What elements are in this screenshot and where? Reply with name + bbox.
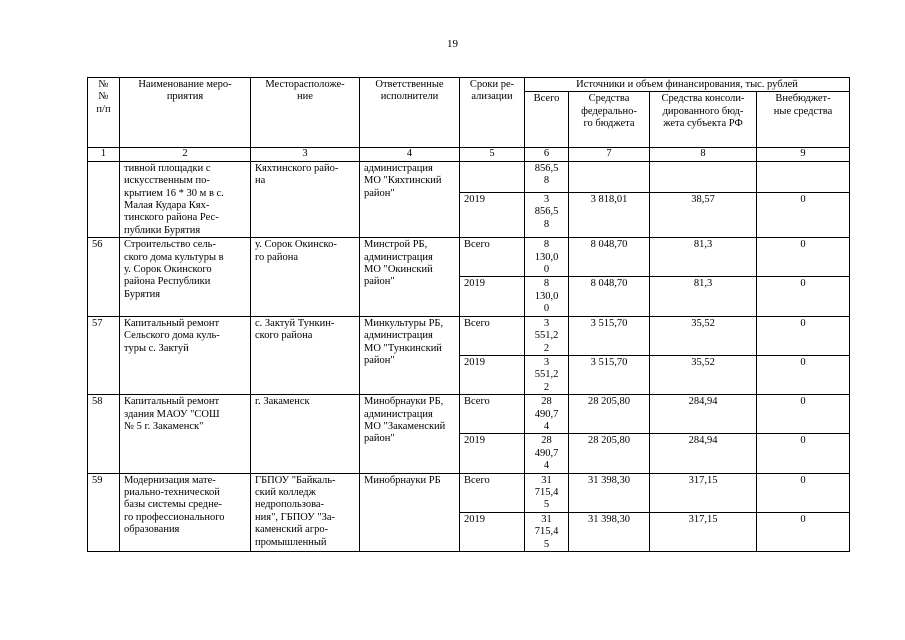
row-consolidated: 81,3 xyxy=(650,277,757,316)
row-consolidated: 35,52 xyxy=(650,355,757,394)
row-term: 2019 xyxy=(460,512,525,551)
row-term: Всего xyxy=(460,395,525,434)
row-executors: Минкультуры РБ, администрация МО "Тункинский район" xyxy=(360,316,460,394)
header-terms: Сроки ре- ализации xyxy=(460,78,525,148)
row-offbudget xyxy=(757,161,850,192)
row-location: г. Закаменск xyxy=(251,395,360,473)
row-term: Всего xyxy=(460,316,525,355)
row-name: Капитальный ремонт Сельского дома куль- туры с. Зактуй xyxy=(120,316,251,394)
table-row xyxy=(88,238,850,277)
row-executors: администрация МО "Кяхтинский район" xyxy=(360,161,460,237)
row-offbudget: 0 xyxy=(757,277,850,316)
header-sources: Источники и объем финансирования, тыс. рублей xyxy=(525,78,850,92)
row-total: 31 715,4 5 xyxy=(525,473,569,512)
financing-table xyxy=(87,77,850,552)
column-number: 9 xyxy=(757,148,850,161)
row-offbudget: 0 xyxy=(757,434,850,473)
row-term: Всего xyxy=(460,238,525,277)
row-offbudget: 0 xyxy=(757,473,850,512)
row-executors: Минобрнауки РБ, администрация МО "Закаменский район" xyxy=(360,395,460,473)
column-number: 8 xyxy=(650,148,757,161)
header-name: Наименование меро- приятия xyxy=(120,78,251,148)
row-location: Кяхтинского райо- на xyxy=(251,161,360,237)
row-total: 31 715,4 5 xyxy=(525,512,569,551)
row-term xyxy=(460,161,525,192)
row-total: 28 490,7 4 xyxy=(525,395,569,434)
row-num: 58 xyxy=(88,395,120,473)
page-number: 19 xyxy=(447,38,458,50)
header-location: Месторасположе- ние xyxy=(251,78,360,148)
row-num xyxy=(88,161,120,237)
row-term: 2019 xyxy=(460,277,525,316)
table-row xyxy=(88,473,850,512)
row-federal: 28 205,80 xyxy=(569,434,650,473)
row-name: Строительство сель- ского дома культуры в у. Сорок Окинского района Республики Бурятия xyxy=(120,238,251,316)
row-name: Капитальный ремонт здания МАОУ "СОШ № 5 г. Закаменск" xyxy=(120,395,251,473)
column-number: 2 xyxy=(120,148,251,161)
row-term: Всего xyxy=(460,473,525,512)
row-name: тивной площадки с искусственным по- крытием 16 * 30 м в с. Малая Кудара Кях- тинского района Рес- публики Бурятия xyxy=(120,161,251,237)
header-federal: Средства федерально- го бюджета xyxy=(569,92,650,148)
row-federal: 8 048,70 xyxy=(569,238,650,277)
row-total: 856,5 8 xyxy=(525,161,569,192)
column-number: 3 xyxy=(251,148,360,161)
row-consolidated: 81,3 xyxy=(650,238,757,277)
row-executors: Минстрой РБ, администрация МО "Окинский район" xyxy=(360,238,460,316)
column-number: 6 xyxy=(525,148,569,161)
row-term: 2019 xyxy=(460,192,525,237)
row-num: 59 xyxy=(88,473,120,551)
row-consolidated xyxy=(650,161,757,192)
row-total: 8 130,0 0 xyxy=(525,277,569,316)
row-offbudget: 0 xyxy=(757,316,850,355)
row-federal: 31 398,30 xyxy=(569,512,650,551)
row-federal: 3 515,70 xyxy=(569,355,650,394)
header-num: № № п/п xyxy=(88,78,120,148)
row-consolidated: 317,15 xyxy=(650,512,757,551)
row-name: Модернизация мате- риально-технической базы системы средне- го профессионального образования xyxy=(120,473,251,551)
row-location: у. Сорок Окинско- го района xyxy=(251,238,360,316)
column-number: 4 xyxy=(360,148,460,161)
row-consolidated: 317,15 xyxy=(650,473,757,512)
row-consolidated: 284,94 xyxy=(650,434,757,473)
column-numbers-row xyxy=(88,148,850,161)
row-term: 2019 xyxy=(460,355,525,394)
header-row xyxy=(88,78,850,92)
header-executors: Ответственные исполнители xyxy=(360,78,460,148)
header-total: Всего xyxy=(525,92,569,148)
row-executors: Минобрнауки РБ xyxy=(360,473,460,551)
row-total: 3 551,2 2 xyxy=(525,316,569,355)
row-num: 57 xyxy=(88,316,120,394)
row-total: 28 490,7 4 xyxy=(525,434,569,473)
column-number: 1 xyxy=(88,148,120,161)
column-number: 7 xyxy=(569,148,650,161)
row-total: 3 856,5 8 xyxy=(525,192,569,237)
row-offbudget: 0 xyxy=(757,512,850,551)
row-term: 2019 xyxy=(460,434,525,473)
row-location: ГБПОУ "Байкаль- ский колледж недропользова- ния", ГБПОУ "За- каменский агро- промышленный xyxy=(251,473,360,551)
row-federal: 3 818,01 xyxy=(569,192,650,237)
row-federal: 3 515,70 xyxy=(569,316,650,355)
row-federal xyxy=(569,161,650,192)
table-row xyxy=(88,316,850,355)
row-location: с. Зактуй Тункин- ского района xyxy=(251,316,360,394)
row-offbudget: 0 xyxy=(757,355,850,394)
row-offbudget: 0 xyxy=(757,238,850,277)
row-total: 8 130,0 0 xyxy=(525,238,569,277)
row-federal: 8 048,70 xyxy=(569,277,650,316)
table-row xyxy=(88,161,850,192)
header-consolidated: Средства консоли- дированного бюд- жета субъекта РФ xyxy=(650,92,757,148)
row-num: 56 xyxy=(88,238,120,316)
row-consolidated: 284,94 xyxy=(650,395,757,434)
row-offbudget: 0 xyxy=(757,192,850,237)
row-consolidated: 35,52 xyxy=(650,316,757,355)
row-offbudget: 0 xyxy=(757,395,850,434)
row-federal: 31 398,30 xyxy=(569,473,650,512)
table-row xyxy=(88,395,850,434)
row-total: 3 551,2 2 xyxy=(525,355,569,394)
row-consolidated: 38,57 xyxy=(650,192,757,237)
column-number: 5 xyxy=(460,148,525,161)
header-offbudget: Внебюджет- ные средства xyxy=(757,92,850,148)
row-federal: 28 205,80 xyxy=(569,395,650,434)
